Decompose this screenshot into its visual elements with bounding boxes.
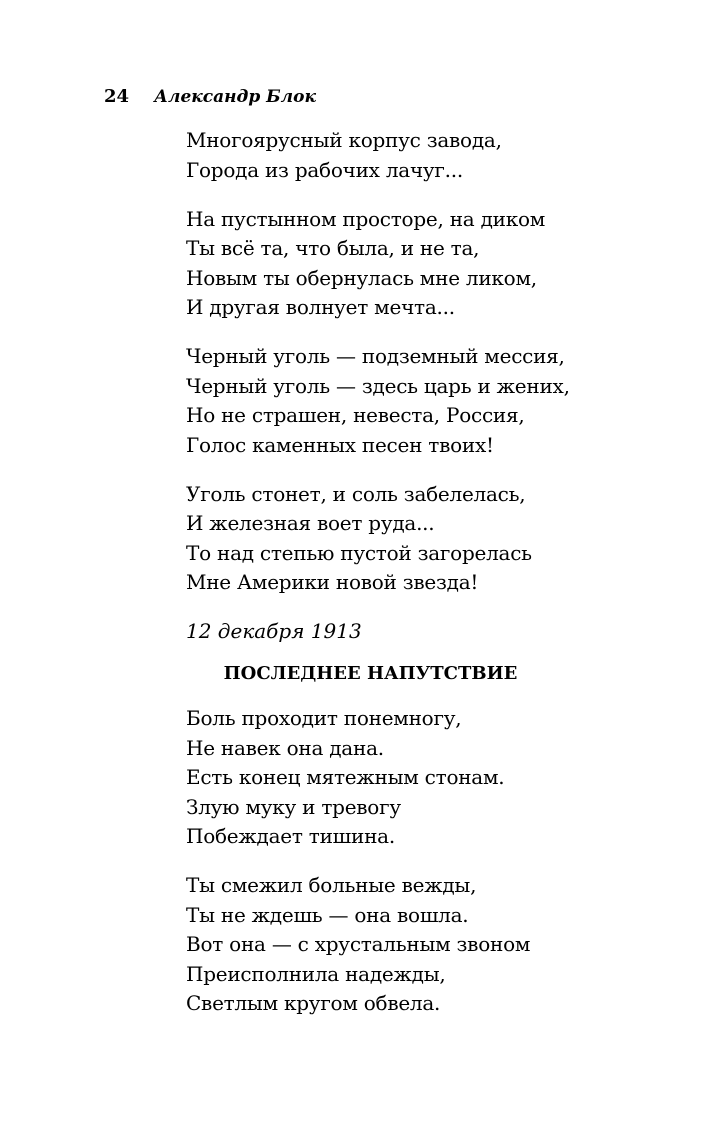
verse-line: Вот она — с хрустальным звоном [186, 932, 531, 956]
verse-line: Черный уголь — подземный мессия, [186, 344, 565, 368]
stanza [186, 342, 686, 460]
page-number: 24 [104, 86, 130, 107]
verse-line: Боль проходит понемногу, [186, 706, 462, 730]
verse-line: Ты не ждешь — она вошла. [186, 902, 469, 927]
verse-line: Преисполнила надежды, [186, 961, 446, 986]
verse-line: И железная воет руда... [186, 511, 435, 535]
verse-line: Города из рабочих лачуг... [186, 157, 463, 182]
verse-line: То над степью пустой загорелась [186, 540, 532, 565]
page-header [104, 84, 316, 110]
verse-line: Но не страшен, невеста, Россия, [186, 403, 525, 427]
poem-2 [186, 704, 686, 1038]
verse-line: Не навек она дана. [186, 735, 384, 760]
verse-line: Ты всё та, что была, и не та, [186, 236, 480, 260]
verse-line: Уголь стонет, и соль забелелась, [186, 481, 526, 506]
verse-line: Мне Америки новой звезда! [186, 570, 479, 594]
poem-date: 12 декабря 1913 [186, 619, 362, 643]
verse-line: Злую муку и тревогу [186, 794, 401, 819]
poem-title: ПОСЛЕДНЕЕ НАПУТСТВИЕ [223, 663, 518, 684]
stanza [186, 871, 686, 1019]
verse-line: Ты смежил больные вежды, [186, 873, 477, 897]
verse-line: Побеждает тишина. [186, 824, 395, 848]
verse-line: Голос каменных песен твоих! [186, 432, 494, 457]
verse-line: Есть конец мятежным стонам. [186, 765, 505, 789]
verse-line: Светлым кругом обвела. [186, 991, 441, 1015]
poem-1 [186, 126, 686, 646]
running-title: Александр Блок [154, 87, 316, 107]
verse-line: На пустынном просторе, на диком [186, 206, 546, 231]
verse-line: Черный уголь — здесь царь и жених, [186, 373, 570, 398]
stanza [186, 704, 686, 852]
verse-line: И другая волнует мечта... [186, 295, 455, 319]
verse-line: Многоярусный корпус завода, [186, 128, 502, 152]
verse-line: Новым ты обернулась мне ликом, [186, 265, 537, 290]
stanza [186, 480, 686, 598]
stanza [186, 126, 686, 185]
stanza [186, 205, 686, 323]
